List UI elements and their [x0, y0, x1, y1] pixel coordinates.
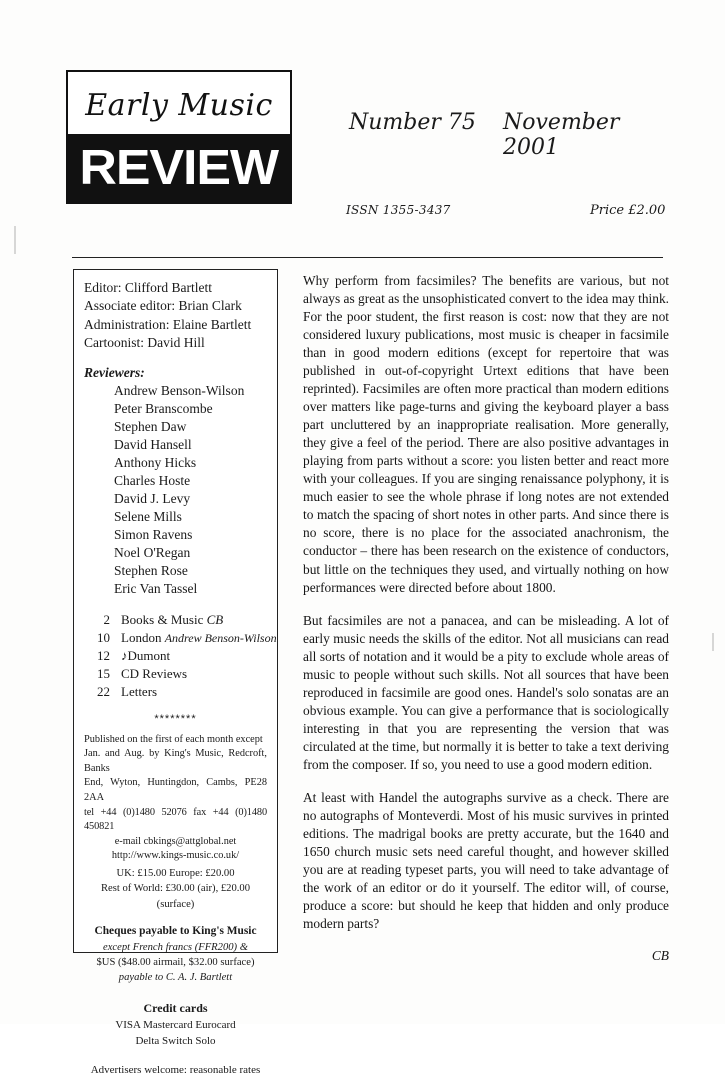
toc-title: [121, 629, 277, 647]
cheques-line-1: except French francs (FFR200) &: [103, 941, 248, 953]
reviewers-heading: Reviewers:: [84, 365, 145, 381]
toc-initials: CB: [206, 611, 224, 627]
issue-number: Number 75: [349, 110, 476, 135]
cheques-line-2: $US ($48.00 airmail, $32.00 surface): [96, 957, 255, 969]
advertisers-note: Advertisers welcome: reasonable rates: [90, 1063, 261, 1076]
header-divider: [72, 257, 663, 258]
toc-entry[interactable]: [84, 629, 277, 647]
toc-page-number: 22: [97, 683, 110, 699]
reviewer-name: Stephen Daw: [114, 419, 187, 435]
article-paragraph-2: But facsimiles are not a panacea, and can be misleading. A lot of early music needs the skills of the editor. Not all musicians can read all sorts of notation and it would be a pity to exclude whole areas of music to people without such skills. Not all sources that have been reproduced in facsimile are good ones. Handel's solo sonatas are an obvious example. You can give a performance that is sociologically interesting in that you are representing the version that was circulated at the time, but normally it is better to take a text deriving from the composer. If so, you need to use a good modern edition.: [303, 612, 669, 772]
credit-cards-line-2: Delta Switch Solo: [135, 1035, 216, 1048]
colophon-box: [73, 269, 278, 1076]
reviewer-name: Stephen Rose: [114, 562, 188, 578]
credit-cards-line-1: VISA Mastercard Eurocard: [115, 1018, 236, 1031]
toc-page-number: 15: [97, 665, 110, 681]
journal-logo: [66, 70, 292, 204]
reviewer-name: Andrew Benson-Wilson: [114, 383, 245, 399]
staff-line: Administration: Elaine Bartlett: [84, 316, 252, 332]
toc-title-text: Books & Music: [121, 611, 204, 627]
publisher-line-2: Jan. and Aug. by King's Music, Redcroft, Banks: [84, 748, 267, 774]
toc-title: [121, 647, 170, 665]
reviewer-name: David J. Levy: [114, 491, 191, 507]
publisher-line-1: Published on the first of each month except: [84, 733, 263, 745]
publisher-details: [84, 733, 267, 864]
toc-title: [121, 665, 187, 683]
toc-page-number: 2: [103, 611, 110, 627]
toc-title-text: ♪Dumont: [121, 647, 171, 663]
scan-artifact-left: [14, 226, 16, 254]
logo-review-text: REVIEW: [79, 140, 279, 195]
reviewer-name: Noel O'Regan: [114, 545, 191, 561]
reviewer-name: Peter Branscombe: [114, 401, 213, 417]
toc-title-text: Letters: [121, 683, 158, 699]
publisher-email[interactable]: e-mail cbkings@attglobal.net: [114, 835, 237, 847]
credit-cards-info: [84, 999, 267, 1050]
cheques-info: [84, 923, 267, 986]
staff-list: [84, 279, 267, 352]
subscription-rates: [84, 866, 267, 912]
cheques-heading: Cheques payable to King's Music: [94, 925, 257, 938]
masthead: [66, 70, 666, 228]
toc-entry[interactable]: [84, 683, 267, 701]
credit-cards-heading: Credit cards: [143, 1000, 208, 1015]
toc-title: [121, 683, 157, 701]
logo-review-banner: [68, 134, 290, 202]
reviewer-name: Charles Hoste: [114, 473, 191, 489]
staff-line: Editor: Clifford Bartlett: [84, 280, 212, 295]
publisher-website[interactable]: http://www.kings-music.co.uk/: [111, 850, 240, 862]
toc-byline: Andrew Benson-Wilson: [164, 630, 277, 645]
reviewer-name: Selene Mills: [114, 509, 182, 525]
cheques-line-3: payable to C. A. J. Bartlett: [118, 972, 233, 984]
article-signature: CB: [651, 948, 669, 964]
issn-text: ISSN 1355-3437: [346, 203, 451, 217]
staff-line: Associate editor: Brian Clark: [84, 298, 242, 314]
toc-title-text: London: [121, 629, 162, 645]
reviewer-name: David Hansell: [114, 437, 192, 453]
toc-entry[interactable]: [84, 665, 267, 683]
article-paragraph-3: At least with Handel the autographs survive as a check. There are no autographs of Monteverdi. Most of his music survives in printed editions. The madrigal books are pretty accurate, but the 1640 and 1650 church music sets need careful thought, and however skilled you are at reading typeset parts, you will need to take advantage of the work of an editor or do it yourself. The editor will, of course, produce a score: but should he keep that hidden and only produce modern parts?: [303, 789, 669, 932]
logo-early-music-text: Early Music: [85, 87, 273, 123]
issue-date: November 2001: [503, 110, 620, 160]
reviewer-name: Anthony Hicks: [114, 455, 197, 471]
toc-page-number: 10: [97, 629, 110, 645]
reviewers-list: [84, 382, 267, 597]
toc-page-number: 12: [97, 647, 110, 663]
reviewer-name: Simon Ravens: [114, 527, 193, 543]
price-text: Price £2.00: [590, 203, 666, 218]
article-paragraph-1: Why perform from facsimiles? The benefits are various, but not always as great as the unsophisticated convert to the idea may think. For the poor student, the first reason is cost: now that they are not considered luxury publications, most music is cheaper in facsimile than in good modern editions (except for repertoire that was published in out-of-copyright Urtext editions that have been reprinted). Facsimiles are often more practical than modern editions over matters like page-turns and giving the keyboard player a bass part uncluttered by an inappropriate realisation. More generally, they give a feel of the period. There are also positive advantages in playing from parts without a score: you listen better and react more with your colleagues. If you are singing renaissance polyphony, it is much easier to see the whole phrase if long notes are not extended to match the spacing of short notes in other parts. And since there is no score, there is no place for the associated anachronism, the conductor – there has been research on the existence of conductors, but little on the techniques they used, and virtually nothing on how performances were directed before about 1800.: [303, 273, 669, 595]
staff-line: Cartoonist: David Hill: [84, 335, 205, 351]
reviewer-name: Eric Van Tassel: [114, 580, 198, 596]
toc-title-text: CD Reviews: [121, 665, 188, 681]
scan-artifact-right: [712, 633, 714, 651]
publisher-line-3: End, Wyton, Huntingdon, Cambs, PE28 2AA: [84, 777, 267, 803]
editorial-article: [303, 272, 669, 965]
section-separator: ********: [154, 712, 197, 725]
subscription-uk-europe: UK: £15.00 Europe: £20.00: [116, 868, 235, 880]
toc-entry[interactable]: [84, 611, 267, 629]
toc-entry[interactable]: [84, 647, 267, 665]
publisher-phone-fax: tel +44 (0)1480 52076 fax +44 (0)1480 450821: [84, 806, 267, 833]
table-of-contents: [84, 611, 277, 701]
subscription-rest-of-world: Rest of World: £30.00 (air), £20.00 (surface): [100, 883, 250, 910]
toc-title: [121, 611, 223, 629]
